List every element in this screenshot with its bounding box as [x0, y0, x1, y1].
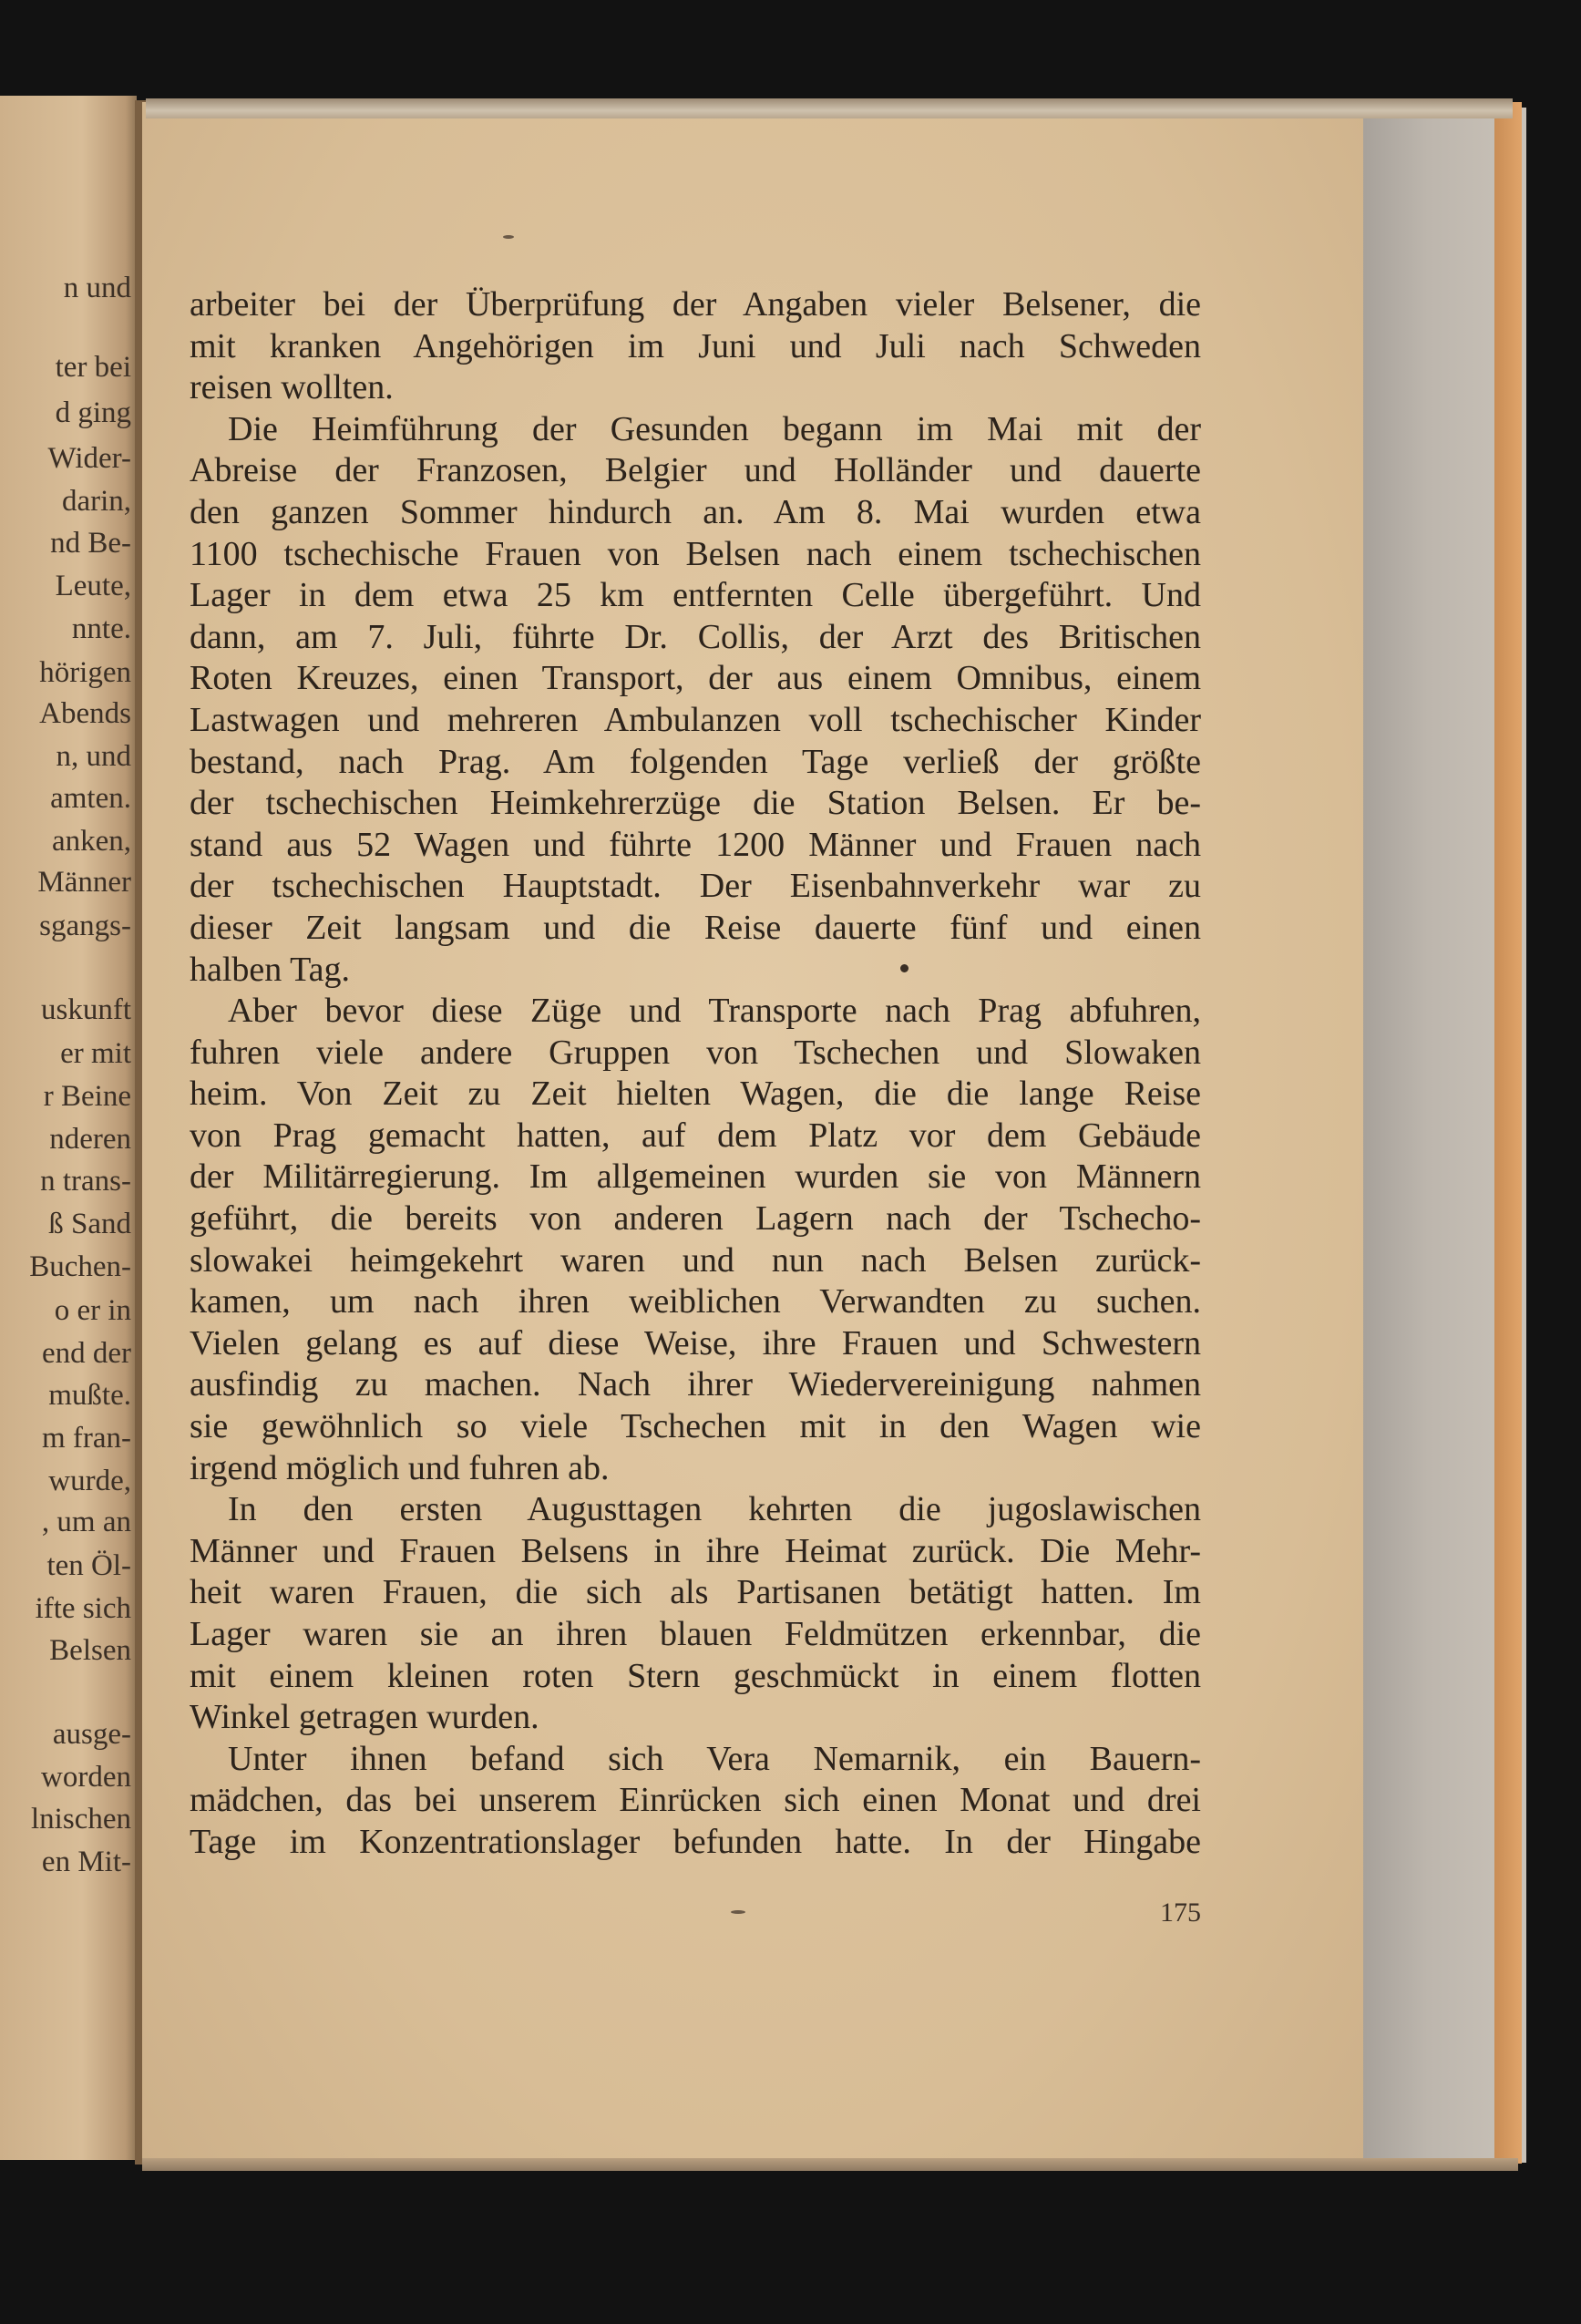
left-page [0, 96, 137, 2160]
left-page-line: anken, [51, 825, 131, 858]
left-page-line: ten Öl- [46, 1549, 131, 1582]
text-line: kamen, um nach ihren weiblichen Verwandten zu suchen. [190, 1282, 1201, 1321]
left-page-line: ausge- [52, 1718, 131, 1751]
text-line: arbeiter bei der Überprüfung der Angaben vieler Belsener, die [190, 285, 1201, 324]
left-page-line: n und [63, 272, 131, 304]
text-line: fuhren viele andere Gruppen von Tschechen und Slowaken [190, 1033, 1201, 1072]
text-line: slowakei heimgekehrt waren und nun nach Belsen zurück- [190, 1240, 1201, 1280]
left-page-line: r Beine [43, 1080, 131, 1113]
left-page-line: nderen [49, 1123, 131, 1156]
left-page-line: m fran- [41, 1422, 131, 1455]
text-line: irgend möglich und fuhren ab. [190, 1448, 610, 1487]
left-page-line: ter bei [55, 351, 131, 384]
left-page-line: end der [41, 1337, 131, 1370]
text-line: mädchen, das bei unserem Einrücken sich einen Monat und drei [190, 1781, 1201, 1820]
page-body-text [190, 284, 1201, 1864]
text-line: der tschechischen Hauptstadt. Der Eisenbahnverkehr war zu [190, 867, 1201, 906]
text-line: Lager waren sie an ihren blauen Feldmützen erkennbar, die [190, 1615, 1201, 1653]
ink-spot [503, 235, 514, 239]
text-line: halben Tag. [190, 950, 351, 989]
page-number: 175 [1160, 1897, 1201, 1928]
text-line: geführt, die bereits von anderen Lagern nach der Tschecho- [190, 1199, 1201, 1239]
text-line: bestand, nach Prag. Am folgenden Tage verließ der größte [190, 742, 1201, 781]
text-line: reisen wollten. [190, 368, 394, 407]
left-page-line: Wider- [47, 442, 131, 475]
ink-spot [900, 964, 909, 972]
book-cover-spine [1494, 102, 1522, 2164]
text-line: dann, am 7. Juli, führte Dr. Collis, der Arzt des Britischen [190, 617, 1201, 656]
left-page-line: n trans- [40, 1165, 131, 1198]
text-line: der tschechischen Heimkehrerzüge die Station Belsen. Er be- [190, 784, 1201, 823]
text-line: ausfindig zu machen. Nach ihrer Wiedervereinigung nahmen [190, 1365, 1201, 1404]
ink-spot [731, 1910, 745, 1914]
left-page-line: nd Be- [50, 527, 131, 560]
text-line: heit waren Frauen, die sich als Partisanen betätigt hatten. Im [190, 1573, 1201, 1612]
left-page-line: Belsen [49, 1634, 131, 1667]
left-page-line: uskunft [41, 993, 131, 1026]
left-page-line: ifte sich [35, 1592, 131, 1625]
text-line: der Militärregierung. Im allgemeinen wurden sie von Männern [190, 1157, 1201, 1197]
left-page-line: Leute, [55, 570, 131, 602]
left-page-line: mußte. [48, 1379, 131, 1412]
text-line: Vielen gelang es auf diese Weise, ihre Frauen und Schwestern [190, 1323, 1201, 1363]
left-page-line: hörigen [39, 656, 131, 689]
text-line: Aber bevor diese Züge und Transporte nach Prag abfuhren, [228, 992, 1201, 1031]
text-line: 1100 tschechische Frauen von Belsen nach einem tschechischen [190, 534, 1201, 573]
text-line: mit kranken Angehörigen im Juni und Juli nach Schweden [190, 326, 1201, 365]
text-line: Winkel getragen wurden. [190, 1698, 539, 1737]
text-line: Lager in dem etwa 25 km entfernten Celle übergeführt. Und [190, 576, 1201, 615]
text-line: dieser Zeit langsam und die Reise dauerte fünf und einen [190, 908, 1201, 947]
page-bottom-edge [142, 2158, 1518, 2171]
text-line: Tage im Konzentrationslager befunden hatte. In der Hingabe [190, 1822, 1201, 1861]
text-line: Unter ihnen befand sich Vera Nemarnik, ein Bauern- [228, 1739, 1201, 1778]
left-page-line: er mit [60, 1037, 131, 1070]
left-page-line: sgangs- [39, 910, 131, 942]
left-page-line: , um an [41, 1506, 131, 1538]
text-line: Roten Kreuzes, einen Transport, der aus einem Omnibus, einem [190, 659, 1201, 698]
text-line: den ganzen Sommer hindurch an. Am 8. Mai wurden etwa [190, 492, 1201, 531]
left-page-line: Buchen- [29, 1250, 131, 1283]
left-page-line: wurde, [48, 1465, 131, 1497]
text-line: sie gewöhnlich so viele Tschechen mit in den Wagen wie [190, 1407, 1201, 1446]
left-page-line: amten. [50, 782, 131, 815]
text-line: Männer und Frauen Belsens in ihre Heimat zurück. Die Mehr- [190, 1531, 1201, 1570]
text-line: mit einem kleinen roten Stern geschmückt in einem flotten [190, 1656, 1201, 1695]
left-page-line: o er in [54, 1294, 131, 1327]
left-page-line: darin, [61, 485, 131, 518]
left-page-line: Abends [39, 697, 131, 730]
left-page-line: worden [41, 1761, 131, 1794]
left-page-line: nnte. [71, 612, 131, 645]
left-page-line: d ging [55, 396, 131, 429]
text-line: stand aus 52 Wagen und führte 1200 Männer und Frauen nach [190, 825, 1201, 864]
text-line: heim. Von Zeit zu Zeit hielten Wagen, die die lange Reise [190, 1075, 1201, 1114]
text-line: Abreise der Franzosen, Belgier und Holländer und dauerte [190, 451, 1201, 490]
left-page-line: en Mit- [41, 1846, 131, 1878]
page-top-edge [146, 98, 1513, 118]
left-page-line: n, und [56, 740, 131, 773]
text-line: Lastwagen und mehreren Ambulanzen voll tschechischer Kinder [190, 700, 1201, 739]
text-line: von Prag gemacht hatten, auf dem Platz vor dem Gebäude [190, 1116, 1201, 1155]
text-line: In den ersten Augusttagen kehrten die jugoslawischen [228, 1490, 1201, 1529]
left-page-line: ß Sand [48, 1208, 131, 1240]
left-page-line: Männer [37, 866, 131, 899]
left-page-line: lnischen [31, 1803, 131, 1836]
text-line: Die Heimführung der Gesunden begann im Mai mit der [228, 409, 1201, 448]
